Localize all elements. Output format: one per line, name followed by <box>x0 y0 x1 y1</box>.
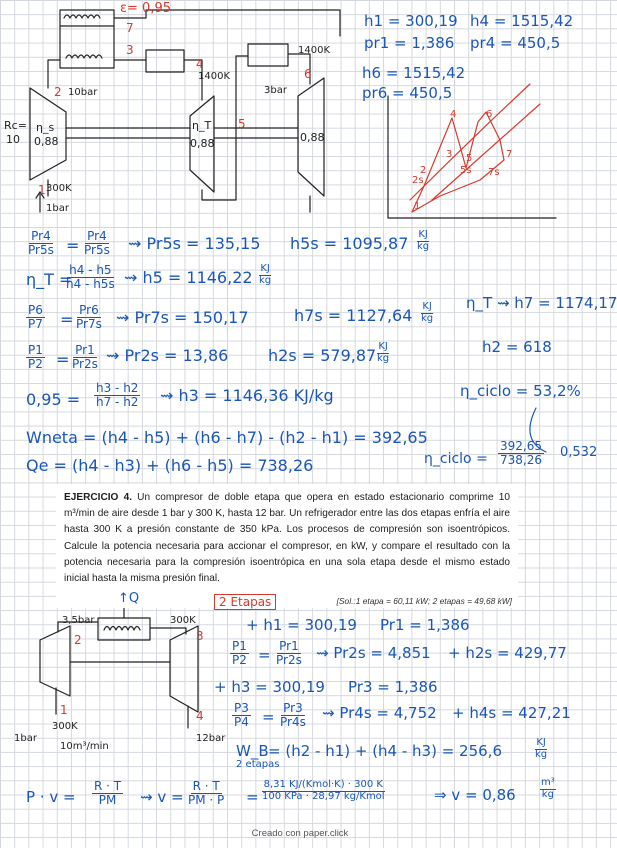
eq2-fraction <box>64 264 117 290</box>
eq1-rhs-fraction <box>82 230 112 256</box>
eq4-rhs-num: Pr1 <box>75 343 95 357</box>
ts-pt-6: 6 <box>486 109 493 120</box>
gas-frac2-num: R · T <box>192 779 220 793</box>
intercooler-box <box>98 618 150 640</box>
eq2-unit-num: KJ <box>260 263 270 274</box>
compressor-shape <box>30 85 66 180</box>
compressor-stage-1 <box>40 626 70 696</box>
pr1-value: pr1 = 1,386 <box>364 34 455 52</box>
ts-pt-1: 1 <box>414 201 421 212</box>
ex4-h2s: + h2s = 429,77 <box>448 644 567 662</box>
ex4-f-rhs-den: Pr2s <box>276 652 302 667</box>
eq3-result: ⇝ Pr7s = 150,17 <box>116 308 249 327</box>
ex4-g-rhs-den: Pr4s <box>280 714 306 729</box>
eta-ciclo-label: η_ciclo = <box>424 451 488 467</box>
t6-label: 1400K <box>298 45 331 56</box>
eq1-rhs-den: Pr5s <box>84 242 110 257</box>
eq4-h2s: h2s = 579,87 <box>268 346 377 365</box>
cs-state-1: 1 <box>60 703 68 717</box>
eq1-result: ⇝ Pr5s = 135,15 <box>128 234 261 253</box>
ex4-f-equals: = <box>258 646 271 664</box>
cs-p4: 12bar <box>196 733 226 744</box>
combustor-1 <box>146 50 184 72</box>
cs-state-3: 3 <box>196 629 204 643</box>
p2-label: 10bar <box>68 87 98 98</box>
gas-unit-den: kg <box>541 788 554 800</box>
eq4-lhs-num: P1 <box>28 343 43 357</box>
eq1-h5s: h5s = 1095,87 <box>290 234 409 253</box>
eq3-rhs-num: Pr6 <box>79 303 99 317</box>
regenerator-box-lower <box>60 26 114 68</box>
eq2-num: h4 - h5 <box>69 263 112 277</box>
eta-ratio-result: 0,532 <box>560 445 598 460</box>
ex4-pr1: Pr1 = 1,386 <box>380 616 470 634</box>
pr4-value: pr4 = 450,5 <box>470 34 561 52</box>
eq2-result: ⇝ h5 = 1146,22 <box>124 268 253 287</box>
gas-unit-num: m³ <box>541 777 555 788</box>
ex4-wb-unit-num: KJ <box>536 737 546 748</box>
cs-state-4: 4 <box>196 709 204 723</box>
gas-frac3-den: 100 KPa · 28,97 kg/Kmol <box>262 790 385 802</box>
h4-value: h4 = 1515,42 <box>470 12 574 30</box>
eq3-h7s: h7s = 1127,64 <box>294 306 413 325</box>
eq4-unit-den: kg <box>377 352 390 364</box>
eq5-fraction <box>94 382 140 408</box>
footer-credit: Creado con paper.click <box>251 828 349 839</box>
state-2-label: 2 <box>54 85 62 99</box>
ex4-h4s: + h4s = 427,21 <box>452 704 571 722</box>
eq4-lhs-fraction <box>26 344 45 370</box>
exercise-title: EJERCICIO 4. <box>64 492 132 503</box>
regenerator-coil <box>64 15 100 18</box>
ts-pt-7s: 7s <box>488 167 500 178</box>
cs-t1: 300K <box>52 721 78 732</box>
h6-value: h6 = 1515,42 <box>362 64 466 82</box>
ts-pt-3: 3 <box>446 149 453 160</box>
state-4-label: 4 <box>196 57 204 71</box>
eq2-eta: η_T = <box>26 270 73 289</box>
ts-cycle <box>412 109 504 212</box>
ex4-f-lhs-num: P1 <box>232 639 247 653</box>
eq3-lhs-num: P6 <box>28 303 43 317</box>
eq5-den: h7 - h2 <box>96 394 139 409</box>
exercise-solution: [Sol.:1 etapa = 60,11 kW; 2 etapas = 49,68 kW] <box>336 596 512 606</box>
ex4-wb-unit-den: kg <box>535 748 548 760</box>
exercise-statement <box>64 490 510 587</box>
ex4-g-lhs-den: P4 <box>234 714 249 729</box>
eq3-equals: = <box>60 310 74 329</box>
state-7-top: 7 <box>126 21 134 35</box>
eq3-unit-den: kg <box>421 312 434 324</box>
gas-result: ⇒ v = 0,86 <box>434 786 516 804</box>
eq3-lhs-fraction <box>26 304 45 330</box>
eq1-lhs-fraction <box>26 230 56 256</box>
eq1-lhs-den: Pr5s <box>28 242 54 257</box>
gas-unit <box>540 778 556 800</box>
p5-label: 3bar <box>264 85 287 96</box>
eq4-rhs-fraction <box>70 344 100 370</box>
eq2-unit-den: kg <box>259 274 272 286</box>
gas-frac1-num: R · T <box>94 779 122 793</box>
eq1-lhs-num: Pr4 <box>31 229 51 243</box>
ex4-g-rhs-num: Pr3 <box>283 701 303 715</box>
h1-value: h1 = 300,19 <box>364 12 458 30</box>
eq1-equals: = <box>66 236 80 255</box>
state-3-label: 3 <box>126 43 134 57</box>
eq6-qe: Qe = (h4 - h3) + (h6 - h5) = 738,26 <box>26 456 314 475</box>
eq3-unit-num: KJ <box>422 301 432 312</box>
heat-label: ↑Q <box>118 591 140 606</box>
gas-frac3-num: 8,31 KJ/(Kmol·K) · 300 K <box>263 779 383 790</box>
gas-frac1-den: PM <box>98 792 117 807</box>
t3-label: 300K <box>170 615 196 626</box>
intercooler-coil <box>104 627 140 631</box>
eq3-rhs-fraction <box>74 304 104 330</box>
shaft-lines <box>66 128 298 138</box>
eq1-rhs-num: Pr4 <box>87 229 107 243</box>
p2-bar-label: 3,5bar <box>62 615 95 626</box>
eq5-result: ⇝ h3 = 1146,36 KJ/kg <box>160 386 334 405</box>
cs-flow: 10m³/min <box>60 741 109 752</box>
eta-t2-value: 0,88 <box>300 131 325 144</box>
eq6-wneta: Wneta = (h4 - h5) + (h6 - h7) - (h2 - h1) = 392,65 <box>26 428 428 447</box>
ex4-g-equals: = <box>262 708 275 726</box>
ex4-pr4s: ⇝ Pr4s = 4,752 <box>322 704 437 722</box>
eq1-unit-num: KJ <box>418 229 428 240</box>
ts-pt-7: 7 <box>506 149 513 160</box>
gas-arrow: ⇝ v = <box>140 788 184 806</box>
rc-label: Rc= <box>4 119 27 132</box>
eta-ratio-den: 738,26 <box>500 452 542 467</box>
eta-ratio-fraction <box>498 440 544 466</box>
ts-pt-2s: 2s <box>412 175 424 186</box>
eq4-unit-num: KJ <box>378 341 388 352</box>
eq3-eta-note: η_T ⇝ h7 = 1174,17 <box>466 294 617 312</box>
ex4-g-lhs-num: P3 <box>234 701 249 715</box>
ex4-h3: + h3 = 300,19 <box>214 678 325 696</box>
ex4-wb-sub: 2 etapas <box>236 759 280 770</box>
eq4-unit <box>376 342 390 364</box>
ex4-wb-eq: = (h2 - h1) + (h4 - h3) = 256,6 <box>268 742 502 760</box>
gas-frac3 <box>260 780 387 802</box>
eq5-lhs: 0,95 = <box>26 390 81 409</box>
exercise-body: Un compresor de doble etapa que opera en estado estacionario comprime 10 m³/min de aire desde 1 bar y 300 K, hasta 12 bar. Un refrigerador entre las dos etapas enfría el aire hasta 300 K a presión constante de 350 kPa. Los procesos de compresión son isoentrópicos. Calcule la potencia necesaria para accionar el compresor, en kW, y compare el resultado con la potencia necesaria para la compresión isoentrópica en una sola etapa desde el mismo estado inicial hasta la misma presión final. <box>64 492 510 585</box>
ex4-f-rhs-num: Pr1 <box>279 639 299 653</box>
cs-p1: 1bar <box>14 733 37 744</box>
ex4-f-rhs <box>274 640 304 666</box>
ex4-pr2s: ⇝ Pr2s = 4,851 <box>316 644 431 662</box>
eq5-num: h3 - h2 <box>96 381 139 395</box>
eq4-result: ⇝ Pr2s = 13,86 <box>106 346 229 365</box>
gas-eq: = <box>246 788 259 806</box>
eta-ciclo: η_ciclo = 53,2% <box>460 382 581 400</box>
eq4-rhs-den: Pr2s <box>72 356 98 371</box>
ex4-f-lhs <box>230 640 249 666</box>
regenerator-coil-box <box>60 10 114 26</box>
ex4-wb: W_B <box>236 742 269 760</box>
eq2-den: h4 - h5s <box>66 276 115 291</box>
eta-t-value: 0,88 <box>190 137 215 150</box>
cs-state-2: 2 <box>74 633 82 647</box>
eq4-lhs-den: P2 <box>28 356 43 371</box>
rc-value: 10 <box>6 133 20 146</box>
state-1-label: 1 <box>38 183 46 197</box>
ts-pt-2: 2 <box>420 165 427 176</box>
eq4-h2: h2 = 618 <box>482 338 552 356</box>
two-stage-note: 2 Etapas <box>214 594 276 610</box>
effectiveness-label: ε= 0,95 <box>120 1 171 16</box>
eta-t-label: η_T <box>192 119 212 132</box>
t4-label: 1400K <box>198 71 231 82</box>
compressor-stage-2 <box>170 626 198 712</box>
regenerator-coil-2 <box>66 55 102 58</box>
eq1-unit <box>416 230 430 252</box>
ex4-g-lhs <box>232 702 251 728</box>
eq1-unit-den: kg <box>417 240 430 252</box>
ts-pt-4: 4 <box>450 109 457 120</box>
gas-frac2-den: PM · P <box>188 792 225 807</box>
state-6-label: 6 <box>304 67 312 81</box>
ex4-g-rhs <box>278 702 308 728</box>
ex4-wb-unit <box>534 738 548 760</box>
eta-c-value: 0,88 <box>34 135 59 148</box>
eq4-equals: = <box>56 350 70 369</box>
eq3-rhs-den: Pr7s <box>76 316 102 331</box>
gas-frac1 <box>92 780 123 806</box>
eq3-unit <box>420 302 434 324</box>
gas-frac2 <box>186 780 226 806</box>
gas-lhs: P · v = <box>26 788 76 806</box>
eta-ratio-num: 392,65 <box>500 439 542 453</box>
ex4-pr3: Pr3 = 1,386 <box>348 678 438 696</box>
state-5-label: 5 <box>238 117 246 131</box>
eq3-lhs-den: P7 <box>28 316 43 331</box>
eq2-unit <box>258 264 272 286</box>
eta-c-label: η_s <box>36 121 55 134</box>
ts-pt-5s: 5s <box>460 165 472 176</box>
p1-label: 1bar <box>46 203 69 214</box>
ex4-h1: + h1 = 300,19 <box>246 616 357 634</box>
combustor-2 <box>248 44 288 66</box>
ex4-f-lhs-den: P2 <box>232 652 247 667</box>
pr6-value: pr6 = 450,5 <box>362 84 453 102</box>
t1-label: 300K <box>46 183 72 194</box>
ts-pt-5: 5 <box>466 153 473 164</box>
